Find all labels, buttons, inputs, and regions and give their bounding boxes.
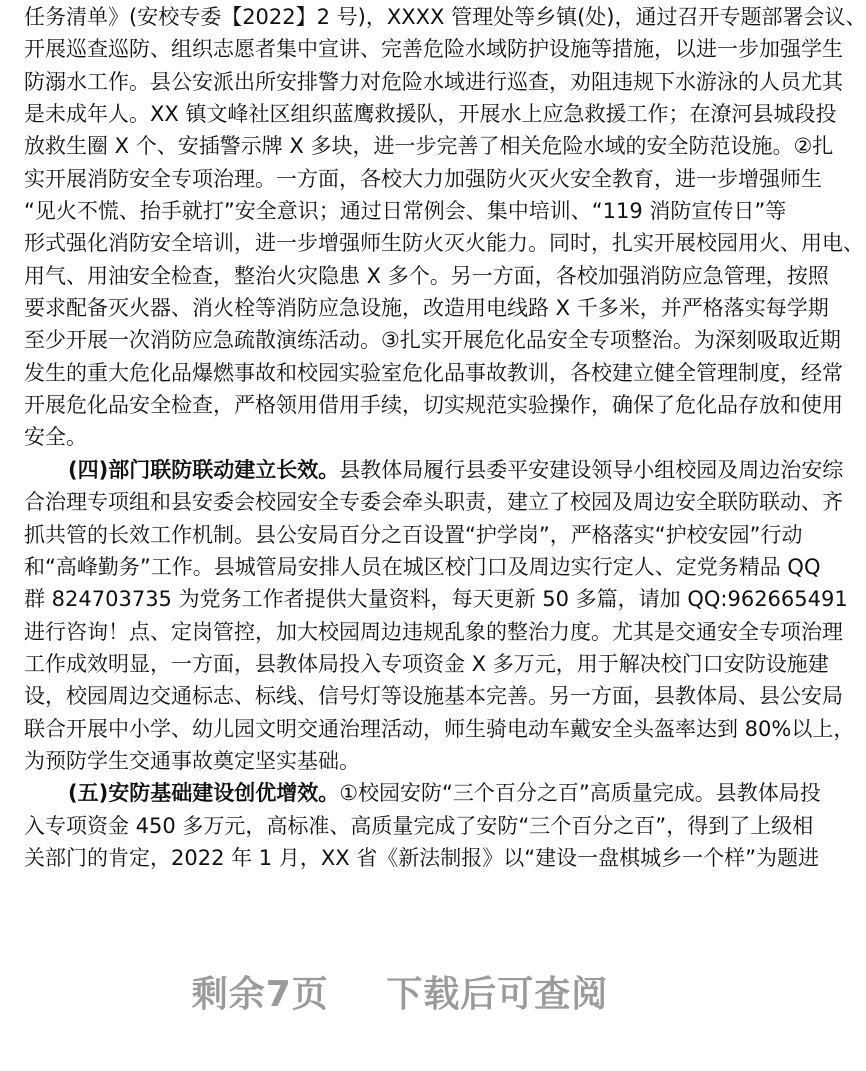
text-line: [24, 33, 843, 65]
text-line: [24, 616, 843, 648]
paragraph-heading-line: [24, 454, 844, 486]
line-text: 和“高峰勤务”工作。县城管局安排人员在城区校门口及周边实行定人、定党务精品 QQ: [24, 554, 821, 579]
text-line: [24, 1, 866, 33]
line-text: 形式强化消防安全培训，进一步增强师生防火灭火能力。同时，扎实开展校园用火、用电、: [24, 231, 864, 256]
text-line: [24, 66, 843, 98]
line-text: 关部门的肯定，2022 年 1 月，XX 省《新法制报》以“建设一盘棋城乡一个样”为题进: [24, 845, 820, 870]
line-text: 进行咨询！点、定岗管控，加大校园周边违规乱象的整治力度。尤其是交通安全专项治理: [24, 619, 843, 644]
text-line: [24, 713, 855, 745]
text-line: [24, 486, 843, 518]
line-text: 实开展消防安全专项治理。一方面，各校大力加强防火灭火安全教育，进一步增强师生: [24, 166, 822, 191]
line-text: 放救生圈 X 个、安插警示牌 X 多块，进一步完善了相关危险水域的安全防范设施。②扎: [24, 134, 834, 159]
line-text: 设，校园周边交通标志、标线、信号灯等设施基本完善。另一方面，县教体局、县公安局: [24, 684, 843, 709]
text-line: [24, 810, 814, 842]
line-text: 入专项资金 450 多万元，高标准、高质量完成了安防“三个百分之百”，得到了上级相: [24, 813, 814, 838]
download-to-view-label[interactable]: 下载后可查阅: [386, 974, 609, 1015]
text-line: [24, 357, 843, 389]
preview-limit-banner[interactable]: [0, 966, 800, 1017]
text-line: [24, 324, 841, 356]
text-line: [24, 551, 821, 583]
line-text: 联合开展中小学、幼儿园文明交通治理活动，师生骑电动车戴安全头盔率达到 80%以上，: [24, 716, 855, 741]
text-line: [24, 98, 837, 130]
line-text: 防溺水工作。县公安派出所安排警力对危险水域进行巡查，劝阻违规下水游泳的人员尤其: [24, 69, 843, 94]
line-text: 合治理专项组和县安委会校园安全专委会牵头职责，建立了校园及周边安全联防联动、齐: [24, 490, 843, 515]
line-text: 任务清单》(安校专委【2022】2 号)，XXXX 管理处等乡镇(处)，通过召开专题部署会议、: [24, 5, 866, 29]
line-text: 开展巡查巡防、组织志愿者集中宣讲、完善危险水域防护设施等措施，以进一步加强学生: [24, 37, 843, 62]
remaining-pages-label: 剩余7页: [191, 974, 329, 1015]
document-body: [24, 1, 866, 874]
line-text: 是未成年人。XX 镇文峰社区组织蓝鹰救援队，开展水上应急救援工作；在潦河县城段投: [24, 102, 837, 127]
text-line: [24, 292, 829, 324]
line-text: 群 824703735 为党务工作者提供大量资料，每天更新 50 多篇，请加 QQ:962665491: [24, 587, 848, 612]
paragraph-heading-line: [24, 777, 821, 809]
text-line: [24, 227, 864, 259]
text-line: [24, 680, 843, 712]
text-line: [24, 421, 780, 453]
line-text: 县教体局履行县委平安建设领导小组校园及周边治安综: [339, 457, 844, 482]
section-heading: (五)安防基础建设创优增效。: [68, 781, 340, 806]
line-text: 开展危化品安全检查，严格领用借用手续，切实规范实验操作，确保了危化品存放和使用: [24, 393, 843, 418]
text-line: [24, 389, 843, 421]
text-line: [24, 130, 834, 162]
text-line: [24, 195, 787, 227]
text-line: [24, 163, 822, 195]
text-line: [24, 842, 820, 874]
line-text: 至少开展一次消防应急疏散演练活动。③扎实开展危化品安全专项整治。为深刻吸取近期: [24, 328, 841, 353]
line-text: 安全。: [24, 425, 87, 450]
text-line: [24, 583, 848, 615]
line-text: 为预防学生交通事故奠定坚实基础。: [24, 748, 360, 773]
line-text: 抓共管的长效工作机制。县公安局百分之百设置“护学岗”，严格落实“护校安园”行动: [24, 522, 803, 547]
text-line: [24, 648, 829, 680]
line-text: 发生的重大危化品爆燃事故和校园实验室危化品事故教训，各校建立健全管理制度，经常: [24, 360, 843, 385]
text-line: [24, 260, 829, 292]
text-line: [24, 745, 780, 777]
line-text: 工作成效明显，一方面，县教体局投入专项资金 X 多万元，用于解决校门口安防设施建: [24, 651, 829, 676]
line-text: 用气、用油安全检查，整治火灾隐患 X 多个。另一方面，各校加强消防应急管理，按照: [24, 263, 829, 288]
section-heading: (四)部门联防联动建立长效。: [68, 457, 340, 482]
line-text: ①校园安防“三个百分之百”高质量完成。县教体局投: [339, 781, 821, 806]
line-text: “见火不慌、抬手就打”安全意识；通过日常例会、集中培训、“119 消防宣传日”等: [24, 199, 787, 224]
text-line: [24, 519, 803, 551]
line-text: 要求配备灭火器、消火栓等消防应急设施，改造用电线路 X 千多米，并严格落实每学期: [24, 296, 829, 321]
